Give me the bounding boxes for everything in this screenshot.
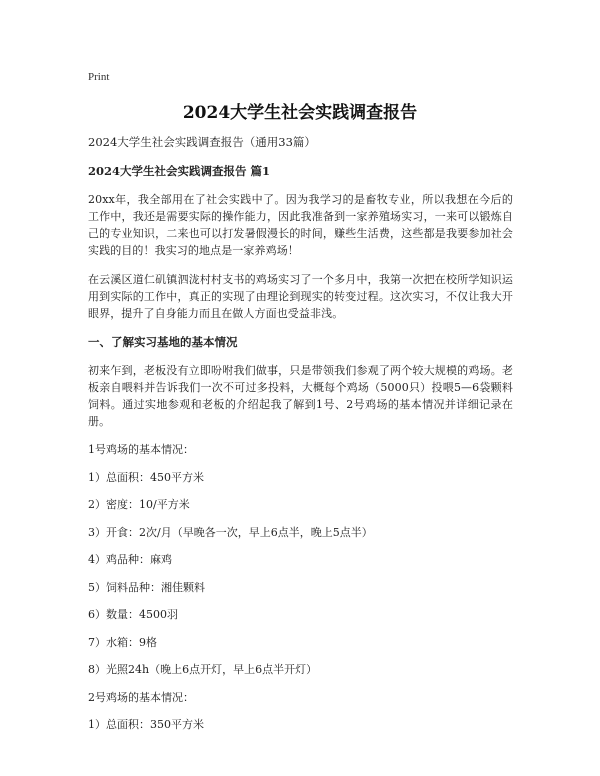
list-item: 7）水箱：9格 <box>88 635 157 649</box>
list-item: 8）光照24h（晚上6点开灯，早上6点半开灯） <box>88 663 318 676</box>
print-label: Print <box>88 71 110 83</box>
list-item: 2）密度：10/平方米 <box>88 498 190 511</box>
paragraph: 20xx年，我全部用在了社会实践中了。因为我学习的是畜牧专业，所以我想在今后的工作中，我还是需要实际的操作能力，因此我准备到一家养殖场实习，一来可以锻炼自己的专业知识，二来也可以打发暑假漫长的时间，赚些生活费，这些都是我要参加社会实践的目的！我实习的地点是一家养鸡场！ <box>88 193 513 257</box>
list-item: 3）开食：2次/月（早晚各一次，早上6点半，晚上5点半） <box>88 525 373 539</box>
section-heading: 一、了解实习基地的基本情况 <box>88 335 238 349</box>
farm1-label: 1号鸡场的基本情况： <box>88 443 194 456</box>
document-title: 2024大学生社会实践调查报告 <box>182 103 418 123</box>
document-subtitle: 2024大学生社会实践调查报告（通用33篇） <box>88 135 316 149</box>
paragraph: 初来乍到，老板没有立即吩咐我们做事，只是带领我们参观了两个较大规模的鸡场。老板亲自喂料并告诉我们一次不可过多投料，大概每个鸡场（5000只）投喂5—6袋颗料饲料。通过实地参观和老板的介绍起我了解到1号、2号鸡场的基本情况并详细记录在册。 <box>88 364 513 428</box>
list-item: 5）饲料品种：湘佳颗料 <box>88 580 205 594</box>
farm2-label: 2号鸡场的基本情况： <box>88 690 194 704</box>
list-item: 6）数量：4500羽 <box>88 608 178 621</box>
list-item: 1）总面积：350平方米 <box>88 718 204 731</box>
paragraph: 在云溪区道仁矶镇泗泷村村支书的鸡场实习了一个多月中，我第一次把在校所学知识运用到实际的工作中，真正的实现了由理论到现实的转变过程。这次实习，不仅让我大开眼界，提升了自身能力而且在做人方面也受益非浅。 <box>88 273 513 320</box>
document-body <box>88 134 513 745</box>
list-item: 4）鸡品种：麻鸡 <box>88 553 172 566</box>
list-item: 1）总面积：450平方米 <box>88 470 204 484</box>
section-title: 2024大学生社会实践调查报告 篇1 <box>88 164 271 178</box>
